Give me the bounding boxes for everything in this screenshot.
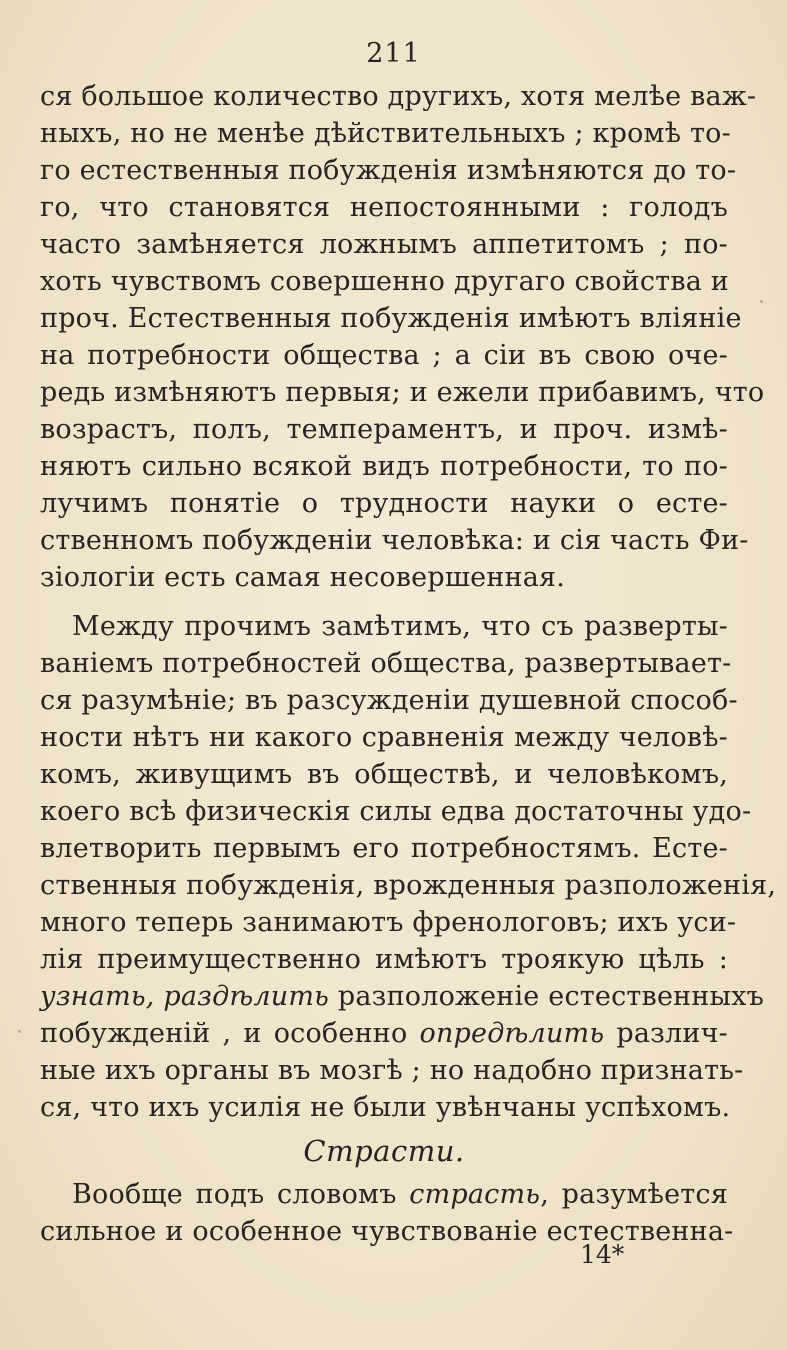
text-line: часто замѣняется ложнымъ аппетитомъ ; по- bbox=[40, 229, 728, 260]
text-line: Между прочимъ замѣтимъ, что съ разверты- bbox=[72, 611, 728, 642]
emphasis-word: страсть bbox=[409, 1179, 541, 1210]
text-line: ся большое количество другихъ, хотя мелѣе важ- bbox=[40, 81, 757, 112]
text-line: ся разумѣніе; въ разсужденіи душевной способ- bbox=[40, 685, 738, 716]
text-fragment: разположеніе естественныхъ bbox=[337, 981, 765, 1012]
paragraph-gap bbox=[40, 596, 728, 608]
text-line: проч. Естественныя побужденія имѣютъ вліяніе bbox=[40, 303, 742, 334]
text-fragment: Вообще подъ словомъ bbox=[72, 1179, 397, 1210]
text-line: ственномъ побужденіи человѣка: и сія часть Фи- bbox=[40, 525, 749, 556]
printer-signature-mark: 14* bbox=[580, 1240, 625, 1269]
text-line: ныхъ, но не менѣе дѣйствительныхъ ; кромѣ то- bbox=[40, 118, 731, 149]
text-line: на потребности общества ; а сіи въ свою оче- bbox=[40, 340, 728, 371]
text-line bbox=[40, 978, 765, 1015]
text-line: го, что становятся непостоянными : голодъ bbox=[40, 192, 728, 223]
text-line: ности нѣтъ ни какого сравненія между человѣ- bbox=[40, 722, 728, 753]
text-line: коего всѣ физическія силы едва достаточны удо- bbox=[40, 796, 752, 827]
text-line: возрастъ, полъ, темпераментъ, и проч. измѣ- bbox=[40, 414, 728, 445]
text-line bbox=[40, 1176, 728, 1213]
text-line bbox=[40, 1015, 728, 1052]
emphasis-word: узнать, bbox=[40, 981, 155, 1012]
paragraph-3 bbox=[40, 1176, 734, 1250]
paper-speck bbox=[18, 1030, 21, 1033]
text-line: редь измѣняютъ первыя; и ежели прибавимъ, что bbox=[40, 377, 765, 408]
text-line: ственныя побужденія, врожденныя разположенія, bbox=[40, 870, 777, 901]
text-line: хоть чувствомъ совершенно другаго свойства и bbox=[40, 266, 729, 297]
text-fragment: различ- bbox=[616, 1018, 728, 1049]
text-line: влетворить первымъ его потребностямъ. Есте- bbox=[40, 833, 728, 864]
body-text bbox=[40, 78, 777, 1250]
emphasis-word: опредѣлить bbox=[419, 1018, 605, 1049]
paragraph-2 bbox=[40, 608, 777, 1126]
text-line: сильное и особенное чувствованіе естественна- bbox=[40, 1216, 734, 1247]
text-fragment: побужденій , и особенно bbox=[40, 1018, 408, 1049]
text-fragment: , разумѣется bbox=[540, 1179, 728, 1210]
section-heading-wrap bbox=[40, 1126, 728, 1176]
text-line: зіологіи есть самая несовершенная. bbox=[40, 562, 566, 593]
text-line: много теперь занимаютъ френологовъ; ихъ уси- bbox=[40, 907, 737, 938]
page-number: 211 bbox=[366, 38, 421, 69]
text-line: ваніемъ потребностей общества, развертывает- bbox=[40, 648, 732, 679]
text-line: лія преимущественно имѣютъ троякую цѣль : bbox=[40, 944, 728, 975]
section-heading: Страсти. bbox=[303, 1134, 465, 1168]
paragraph-1 bbox=[40, 78, 765, 596]
text-line: го естественныя побужденія измѣняются до то- bbox=[40, 155, 737, 186]
text-line: лучимъ понятіе о трудности науки о есте- bbox=[40, 488, 728, 519]
paper-speck bbox=[760, 300, 763, 303]
text-line: ные ихъ органы въ мозгѣ ; но надобно признать- bbox=[40, 1055, 744, 1086]
text-line: няютъ сильно всякой видъ потребности, то по- bbox=[40, 451, 728, 482]
text-line: ся, что ихъ усилія не были увѣнчаны успѣхомъ. bbox=[40, 1092, 731, 1123]
text-line: комъ, живущимъ въ обществѣ, и человѣкомъ, bbox=[40, 759, 728, 790]
emphasis-word: раздѣлить bbox=[163, 981, 330, 1012]
